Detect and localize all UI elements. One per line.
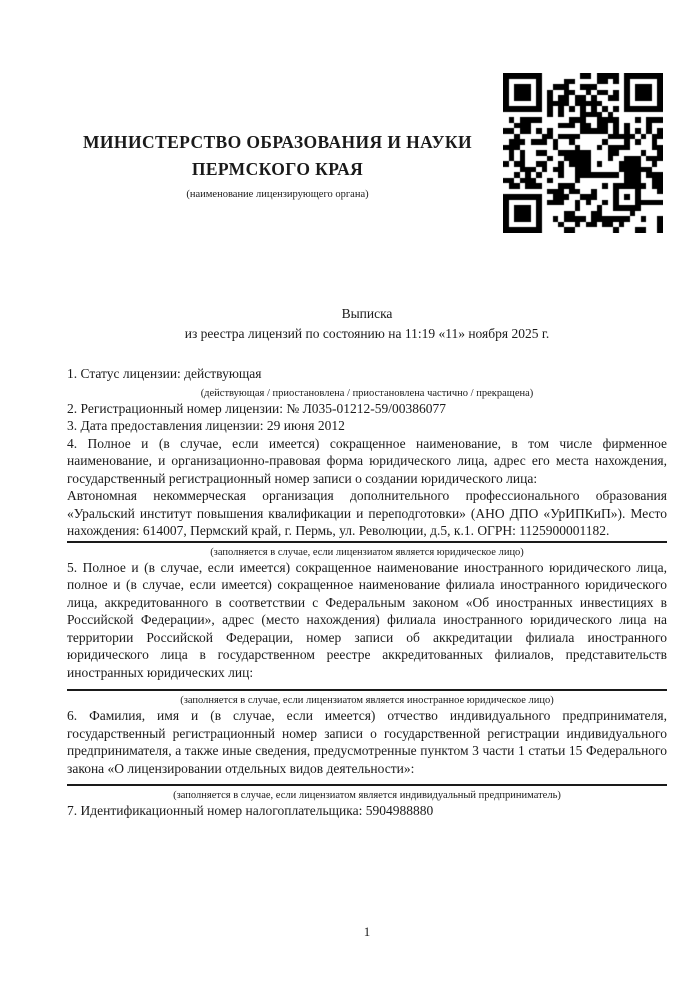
document-subtitle: из реестра лицензий по состоянию на 11:19 «11» ноября 2025 г.: [184, 325, 550, 341]
ministry-name-line2: ПЕРМСКОГО КРАЯ: [191, 159, 364, 179]
item-entrepreneur-label: 6. Фамилия, имя и (в случае, если имеется) отчество индивидуального предпринимателя, государственный регистрационный номер записи о государственной регистрации индивидуального предпринимателя, а также иные сведения, предусмотренные пунктом 3 части 1 статьи 15 Федерального закона «О лицензировании отдельных видов деятельности»:: [67, 708, 667, 776]
document-body: [67, 365, 667, 820]
item-license-status: 1. Статус лицензии: действующая: [67, 366, 262, 381]
item-entrepreneur-caption: (заполняется в случае, если лицензиатом является индивидуальный предприниматель): [173, 790, 561, 801]
item-foreign-entity-caption: (заполняется в случае, если лицензиатом является иностранное юридическое лицо): [180, 695, 554, 706]
item-license-status-caption: (действующая / приостановлена / приостановлена частично / прекращена): [200, 387, 534, 399]
document-title-block: [67, 304, 667, 343]
item-legal-entity-caption: (заполняется в случае, если лицензиатом является юридическое лицо): [210, 546, 524, 558]
item-grant-date: 3. Дата предоставления лицензии: 29 июня 2012: [67, 418, 345, 433]
item-registration-number: 2. Регистрационный номер лицензии: № Л035-01212-59/00386077: [67, 400, 447, 416]
item-taxpayer-number: 7. Идентификационный номер налогоплательщика: 5904988880: [67, 803, 434, 818]
document-title: Выписка: [341, 306, 393, 321]
ministry-caption: (наименование лицензирующего органа): [186, 189, 369, 200]
fill-line-foreign-entity: [67, 689, 667, 691]
fill-line-legal-entity: [67, 541, 667, 543]
item-legal-entity-value: Автономная некоммерческая организация дополнительного профессионального образования «Уральский институт повышения квалификации и переподготовки» (АНО ДПО «УрИПКиП»). Место нахождения: 614007, Пермский край, г. Пермь, ул. Революции, д.5, к.1. ОГРН: 1125900001182.: [67, 488, 667, 538]
fill-line-entrepreneur: [67, 784, 667, 786]
ministry-header: [40, 129, 515, 201]
item-foreign-entity-label: 5. Полное и (в случае, если имеется) сокращенное наименование иностранного юридического лица, полное и (в случае, если имеется) сокращенное наименование филиала иностранного юридического лица, аккредитованного в соответствии с Федеральным законом «Об иностранных инвестициях в Российской Федерации», адрес (место нахождения) филиала иностранного юридического лица на территории Российской Федерации, номер записи об аккредитации филиала иностранного юридического лица в государственном реестре аккредитованных филиалов, представительств иностранных юридических лиц:: [67, 559, 667, 680]
item-legal-entity-label: 4. Полное и (в случае, если имеется) сокращенное наименование, в том числе фирменное наименование, и организационно-правовая форма юридического лица, адрес его места нахождения, государственный регистрационный номер записи о создании юридического лица:: [67, 435, 667, 486]
page-number: 1: [363, 924, 371, 939]
ministry-name-line1: МИНИСТЕРСТВО ОБРАЗОВАНИЯ И НАУКИ: [83, 132, 472, 152]
qr-code-icon: [503, 73, 663, 233]
